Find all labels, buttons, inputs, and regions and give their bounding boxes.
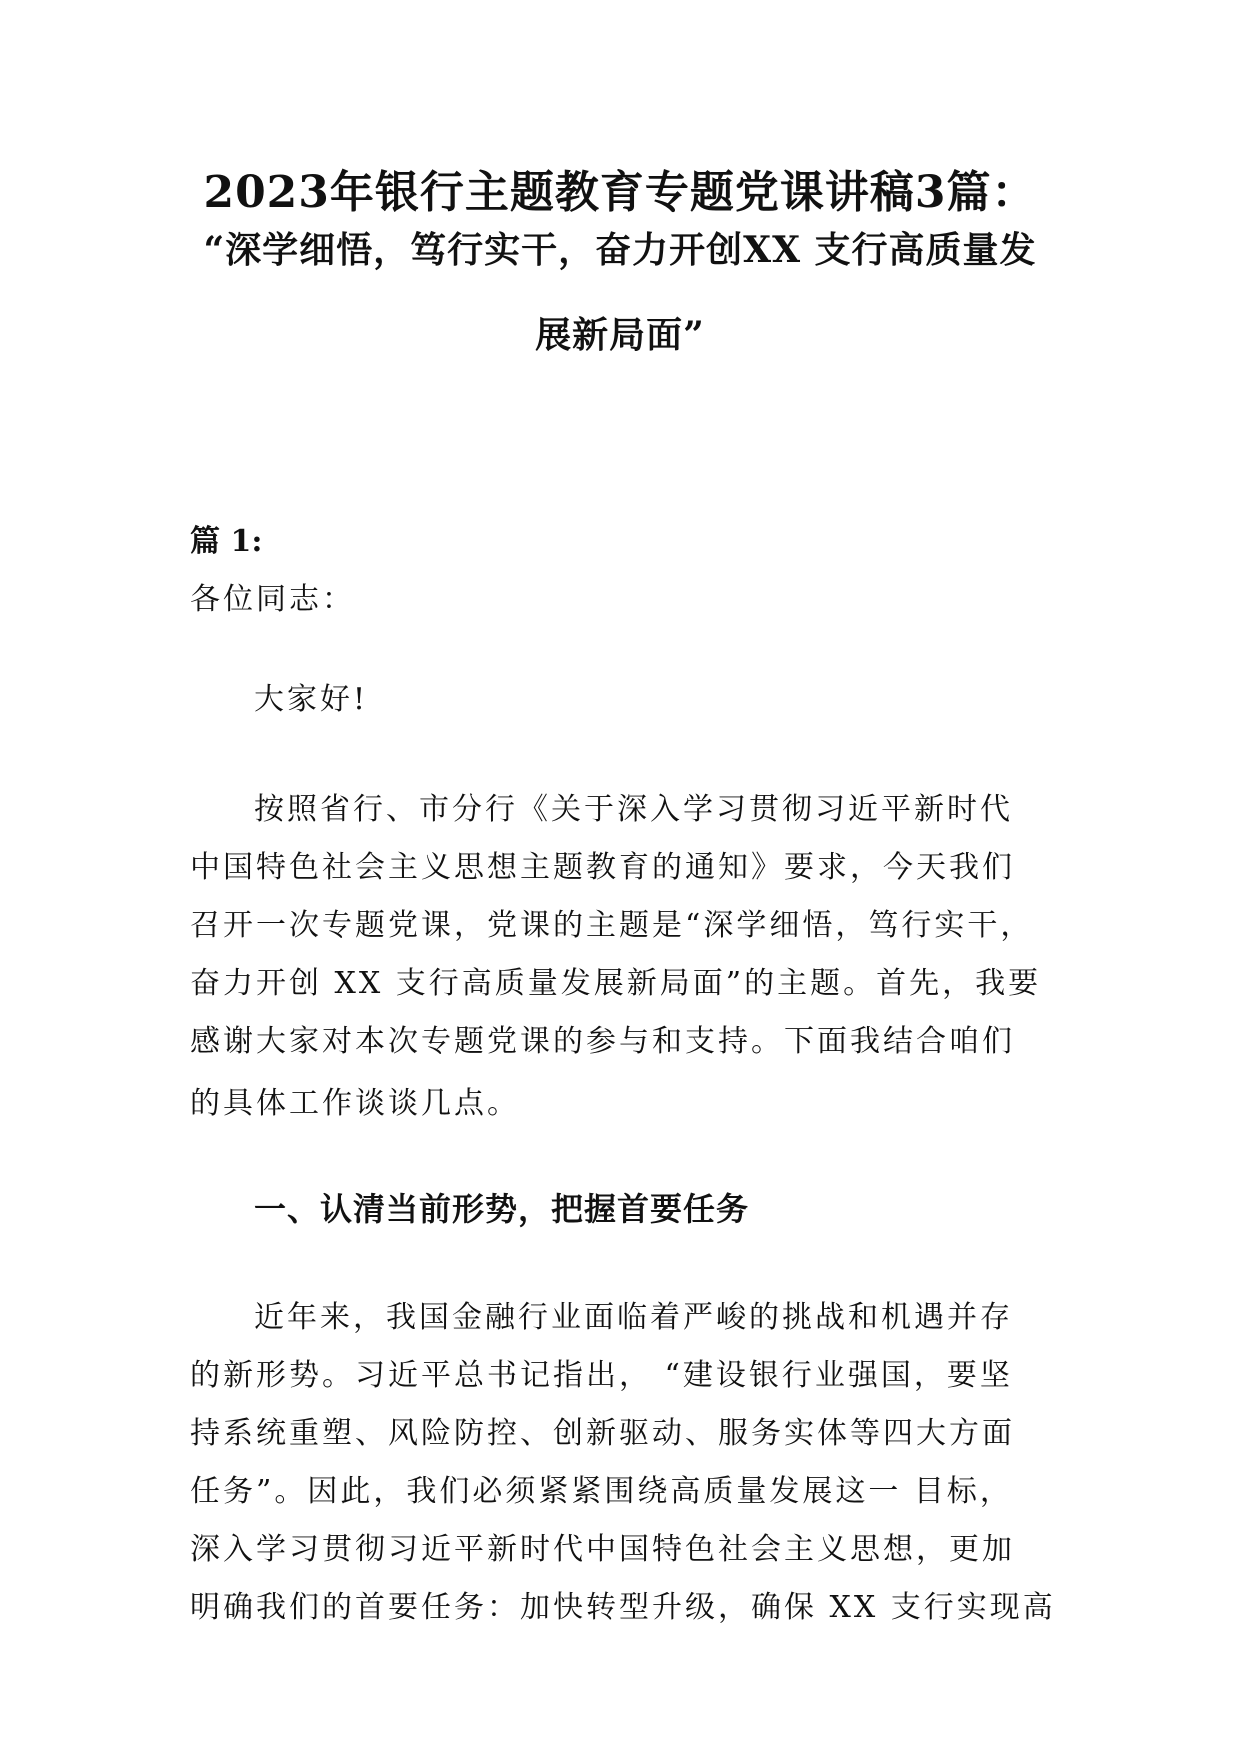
paragraph-line: 任务”。因此，我们必须紧紧围绕高质量发展这一 目标， bbox=[190, 1474, 1013, 1509]
paragraph-line: 的新形势。习近平总书记指出， “建设银行业强国，要坚 bbox=[190, 1358, 1013, 1393]
salutation: 大家好! bbox=[254, 682, 369, 717]
section-heading-1: 一、认清当前形势，把握首要任务 bbox=[254, 1190, 750, 1228]
document-title-line-1: 2023年银行主题教育专题党课讲稿3篇： bbox=[203, 167, 1037, 218]
paragraph-line: 奋力开创 XX 支行高质量发展新局面”的主题。首先，我要 bbox=[190, 966, 1042, 1001]
greeting: 各位同志： bbox=[190, 582, 355, 617]
paragraph-line: 按照省行、市分行《关于深入学习贯彻习近平新时代 bbox=[254, 792, 1013, 827]
section-label: 篇 1: bbox=[190, 524, 263, 559]
paragraph-line: 感谢大家对本次专题党课的参与和支持。下面我结合咱们 bbox=[190, 1024, 1015, 1059]
paragraph-line: 的具体工作谈谈几点。 bbox=[190, 1086, 520, 1121]
paragraph-line: 持系统重塑、风险防控、创新驱动、服务实体等四大方面 bbox=[190, 1416, 1015, 1451]
document-title-line-2: “深学细悟，笃行实干，奋力开创XX 支行高质量发 bbox=[203, 229, 1037, 271]
paragraph-line: 中国特色社会主义思想主题教育的通知》要求，今天我们 bbox=[190, 850, 1015, 885]
paragraph-line: 明确我们的首要任务：加快转型升级，确保 XX 支行实现高 bbox=[190, 1590, 1056, 1625]
paragraph-line: 近年来，我国金融行业面临着严峻的挑战和机遇并存 bbox=[254, 1300, 1013, 1335]
paragraph-line: 深入学习贯彻习近平新时代中国特色社会主义思想，更加 bbox=[190, 1532, 1015, 1567]
paragraph-line: 召开一次专题党课，党课的主题是“深学细悟，笃行实干， bbox=[190, 908, 1034, 943]
document-title-line-3: 展新局面” bbox=[535, 314, 705, 356]
